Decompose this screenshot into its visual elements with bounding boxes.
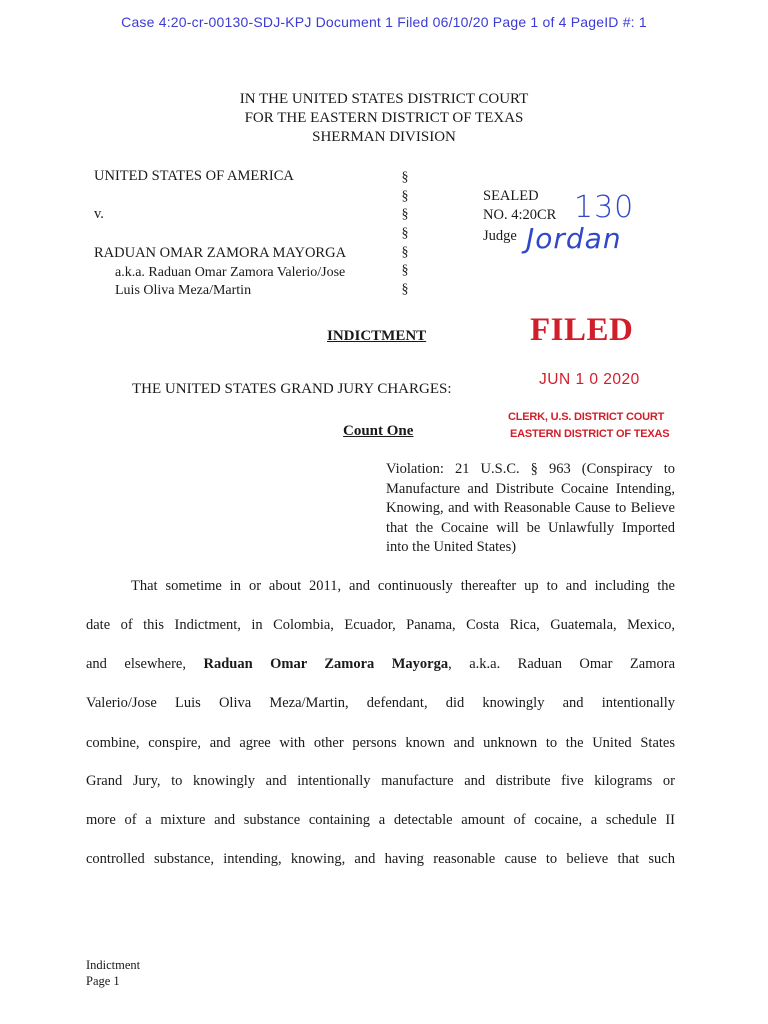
- sealed-label: SEALED: [483, 188, 539, 204]
- body-line: combine, conspire, and agree with other persons known and unknown to the United States: [86, 735, 675, 751]
- indictment-title: INDICTMENT: [327, 328, 427, 344]
- court-name-line1: IN THE UNITED STATES DISTRICT COURT: [239, 91, 529, 107]
- section-symbol: §: [401, 263, 409, 278]
- judge-label: Judge: [483, 228, 517, 244]
- body-line3-post: , a.k.a. Raduan Omar Zamora: [448, 656, 676, 672]
- judge-name-handwritten: Jordan: [526, 222, 622, 255]
- footer-document-name: Indictment: [86, 958, 141, 972]
- body-line3-pre: and elsewhere,: [86, 656, 204, 672]
- body-line: Valerio/Jose Luis Oliva Meza/Martin, defendant, did knowingly and intentionally: [86, 695, 675, 711]
- body-line: That sometime in or about 2011, and continuously thereafter up to and including the: [131, 578, 675, 594]
- filed-stamp-date: JUN 1 0 2020: [539, 371, 640, 388]
- filed-stamp-clerk-line2: EASTERN DISTRICT OF TEXAS: [510, 428, 670, 440]
- case-number-label: NO. 4:20CR: [483, 207, 557, 223]
- caption-plaintiff: UNITED STATES OF AMERICA: [94, 168, 294, 184]
- caption-versus: v.: [94, 206, 104, 222]
- section-symbol: §: [401, 282, 409, 297]
- section-symbol: §: [401, 189, 409, 204]
- filed-stamp-clerk-line1: CLERK, U.S. DISTRICT COURT: [508, 411, 665, 423]
- body-line: [86, 655, 675, 674]
- caption-aka-line1: a.k.a. Raduan Omar Zamora Valerio/Jose: [115, 265, 346, 280]
- case-number-handwritten: 130: [574, 190, 635, 225]
- footer-page-number: Page 1: [86, 974, 120, 988]
- violation-block: Violation: 21 U.S.C. § 963 (Conspiracy to Manufacture and Distribute Cocaine Intending, Knowing, and with Reasonable Cause to Believe that the Cocaine will be Unlawfully Imported into the United States): [386, 461, 675, 555]
- caption-defendant: RADUAN OMAR ZAMORA MAYORGA: [94, 245, 347, 261]
- body-line: controlled substance, intending, knowing, and having reasonable cause to believe that such: [86, 851, 675, 867]
- section-symbol: §: [401, 170, 409, 185]
- section-symbol: §: [401, 245, 409, 260]
- case-header-stamp: Case 4:20-cr-00130-SDJ-KPJ Document 1 Filed 06/10/20 Page 1 of 4 PageID #: 1: [121, 14, 647, 30]
- section-symbol: §: [401, 207, 409, 222]
- filed-stamp-word: FILED: [530, 312, 634, 348]
- count-title: Count One: [343, 423, 414, 439]
- body-line: Grand Jury, to knowingly and intentionally manufacture and distribute five kilograms or: [86, 773, 675, 789]
- caption-aka-line2: Luis Oliva Meza/Martin: [115, 283, 252, 298]
- court-name-line2: FOR THE EASTERN DISTRICT OF TEXAS: [244, 110, 524, 126]
- court-division: SHERMAN DIVISION: [312, 129, 456, 145]
- defendant-name-bold: Raduan Omar Zamora Mayorga: [203, 656, 449, 672]
- grand-jury-charges: THE UNITED STATES GRAND JURY CHARGES:: [132, 381, 452, 397]
- body-line: more of a mixture and substance containing a detectable amount of cocaine, a schedule II: [86, 812, 675, 828]
- section-symbol: §: [401, 226, 409, 241]
- body-line: date of this Indictment, in Colombia, Ecuador, Panama, Costa Rica, Guatemala, Mexico,: [86, 617, 675, 633]
